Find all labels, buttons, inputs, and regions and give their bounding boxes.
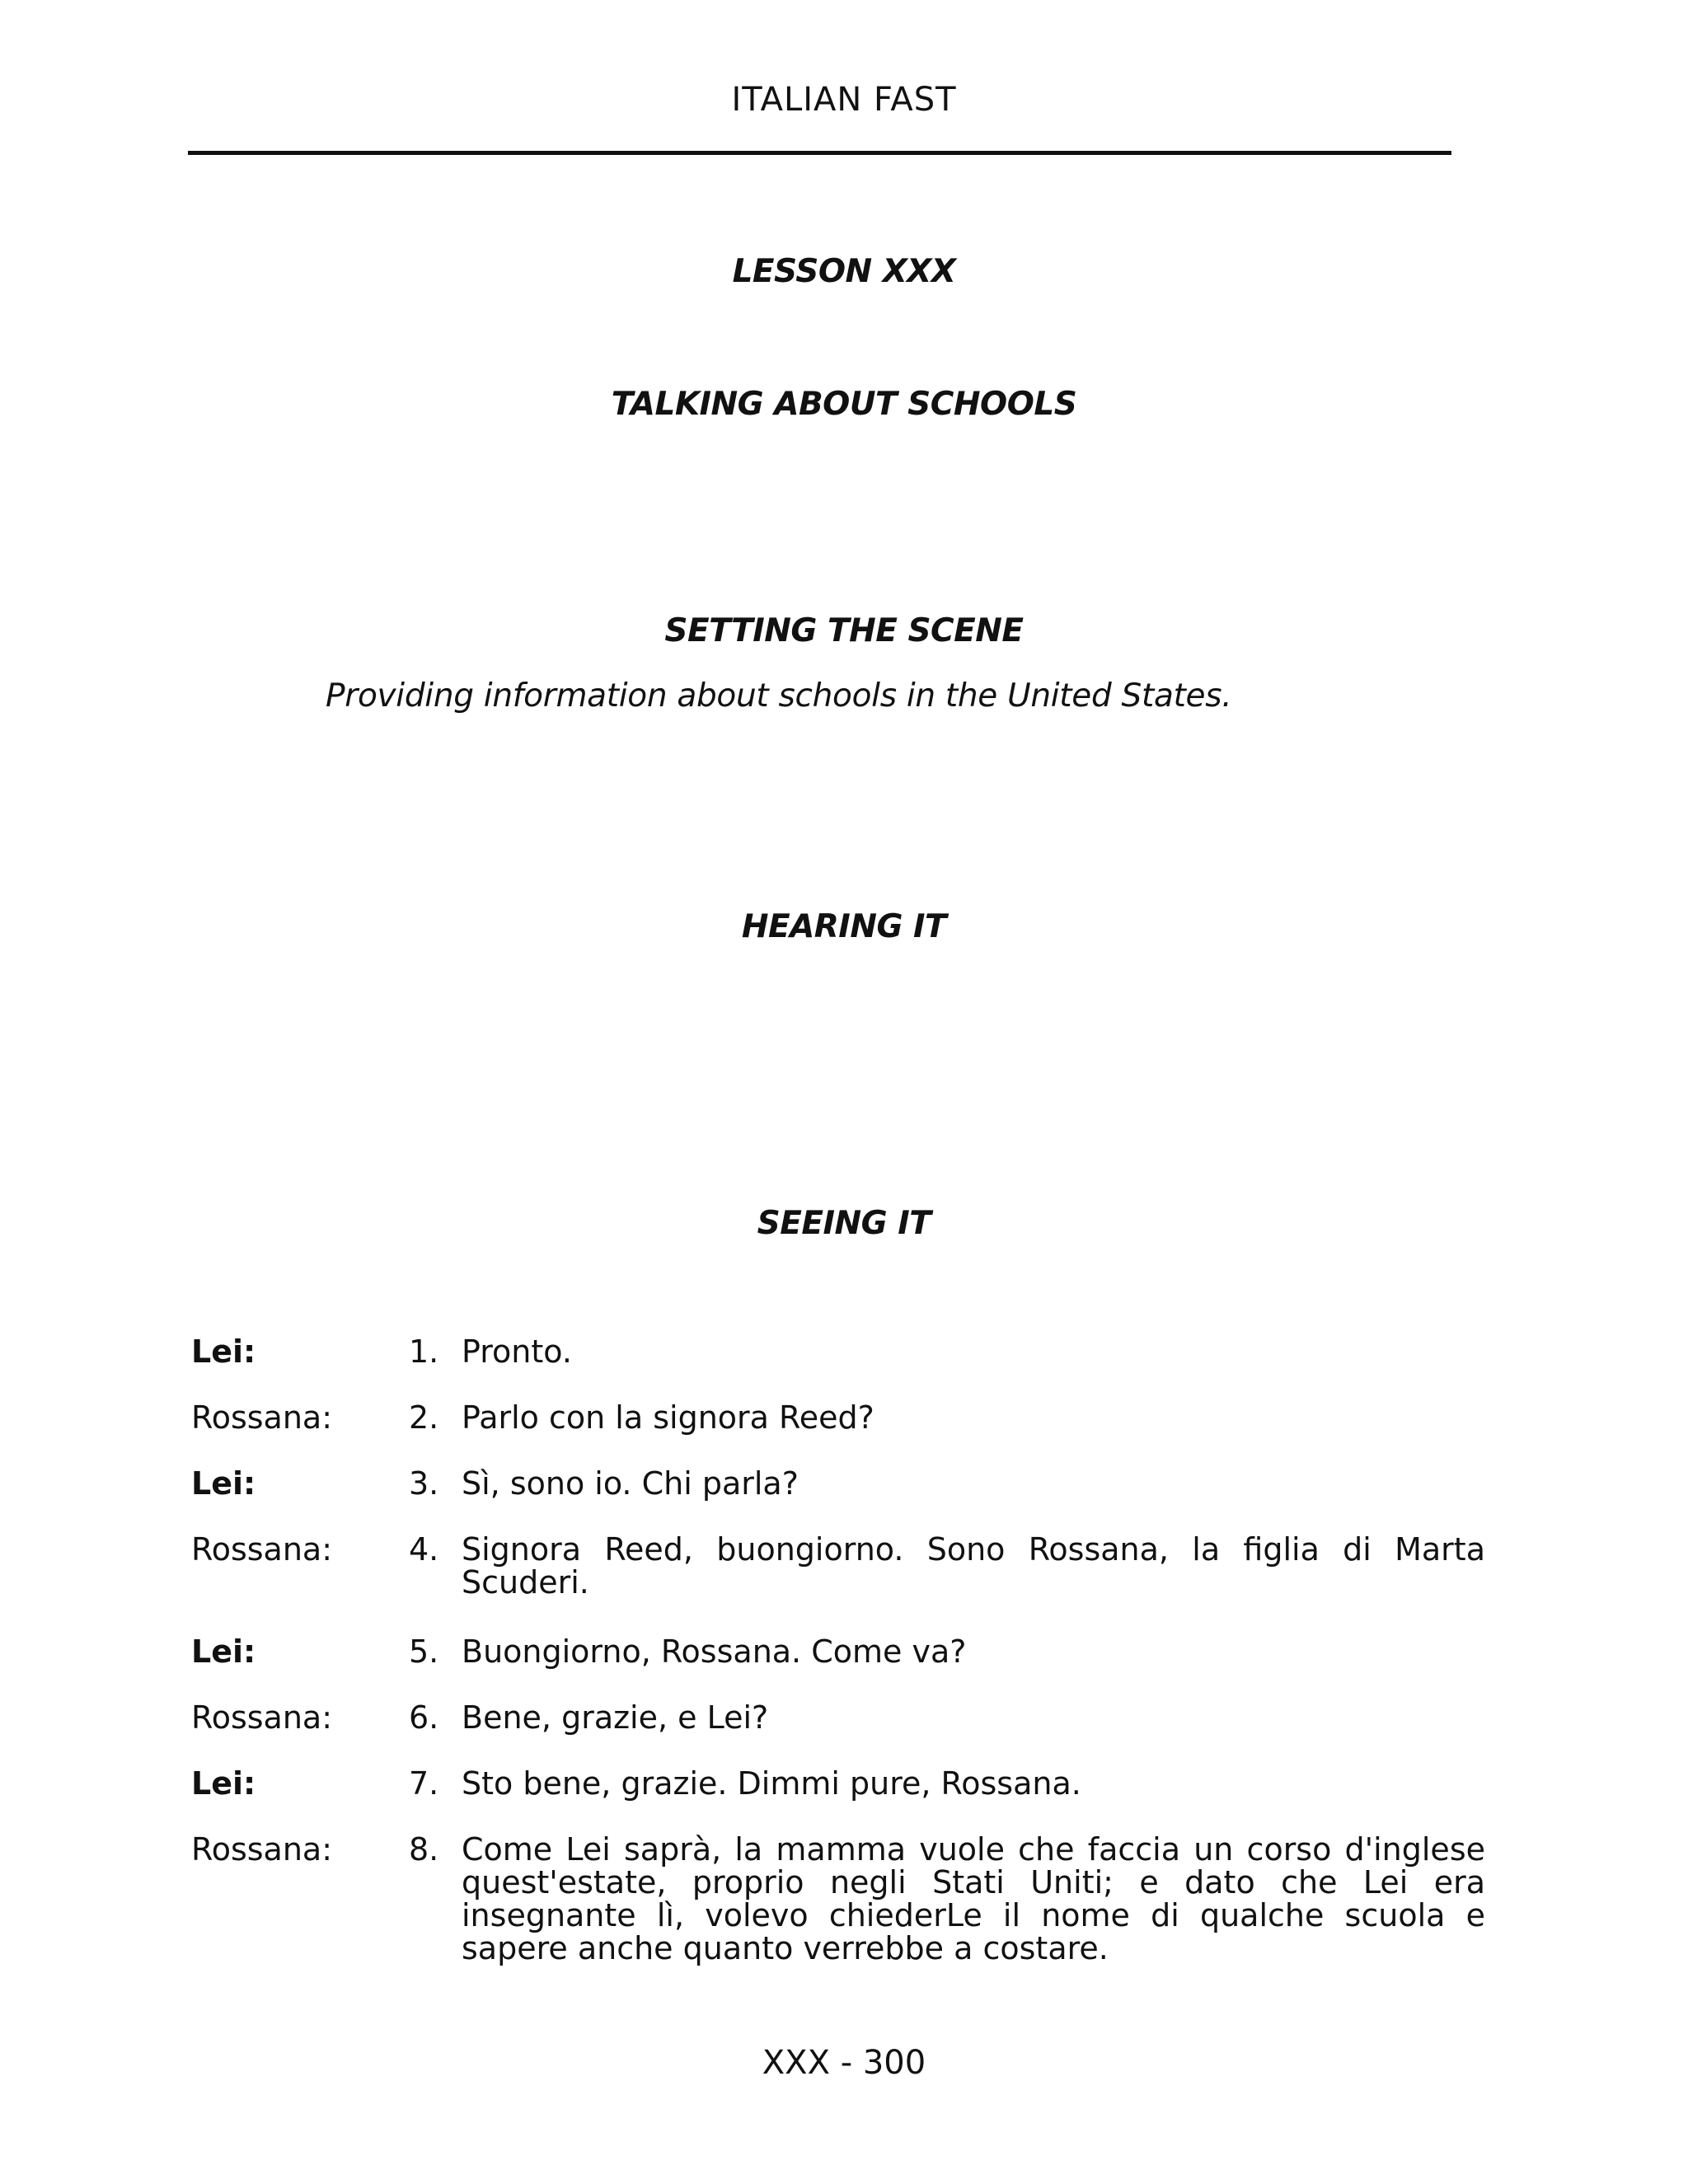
line-number: 7. <box>409 1765 439 1802</box>
page-number: XXX - 300 <box>762 2044 926 2082</box>
speaker-label: Rossana: <box>191 1399 332 1436</box>
lesson-title: LESSON XXX <box>732 253 956 290</box>
line-text: Parlo con la signora Reed? <box>462 1399 874 1436</box>
speaker-label: Lei: <box>191 1465 256 1502</box>
hearing-heading: HEARING IT <box>741 908 947 945</box>
line-text: Come Lei saprà, la mamma vuole che faccia un corso d'inglese quest'estate, proprio negli Stati Uniti; e dato che Lei era insegnante lì, volevo chiederLe il nome di qualche scuola e sapere anche quanto verrebbe a costare. <box>462 1831 1485 1966</box>
line-text: Buongiorno, Rossana. Come va? <box>462 1633 967 1670</box>
line-number: 2. <box>409 1399 439 1436</box>
speaker-label: Lei: <box>191 1633 256 1670</box>
line-number: 4. <box>409 1531 439 1568</box>
speaker-label: Rossana: <box>191 1831 332 1868</box>
line-number: 3. <box>409 1465 439 1502</box>
setting-heading: SETTING THE SCENE <box>664 612 1024 649</box>
seeing-heading: SEEING IT <box>757 1205 931 1242</box>
line-text: Pronto. <box>462 1333 572 1370</box>
line-text: Signora Reed, buongiorno. Sono Rossana, la figlia di Marta Scuderi. <box>462 1531 1485 1601</box>
setting-text: Providing information about schools in the United States. <box>326 677 1232 715</box>
lesson-topic: TALKING ABOUT SCHOOLS <box>611 386 1077 423</box>
speaker-label: Lei: <box>191 1333 256 1370</box>
line-number: 6. <box>409 1699 439 1736</box>
line-number: 5. <box>409 1633 439 1670</box>
line-text: Bene, grazie, e Lei? <box>462 1699 769 1736</box>
line-text: Sto bene, grazie. Dimmi pure, Rossana. <box>462 1765 1081 1802</box>
line-text: Sì, sono io. Chi parla? <box>462 1465 799 1502</box>
line-number: 8. <box>409 1831 439 1868</box>
header-rule <box>188 151 1451 155</box>
speaker-label: Rossana: <box>191 1699 332 1736</box>
speaker-label: Rossana: <box>191 1531 332 1568</box>
running-head: ITALIAN FAST <box>731 81 957 119</box>
speaker-label: Lei: <box>191 1765 256 1802</box>
line-number: 1. <box>409 1333 439 1370</box>
